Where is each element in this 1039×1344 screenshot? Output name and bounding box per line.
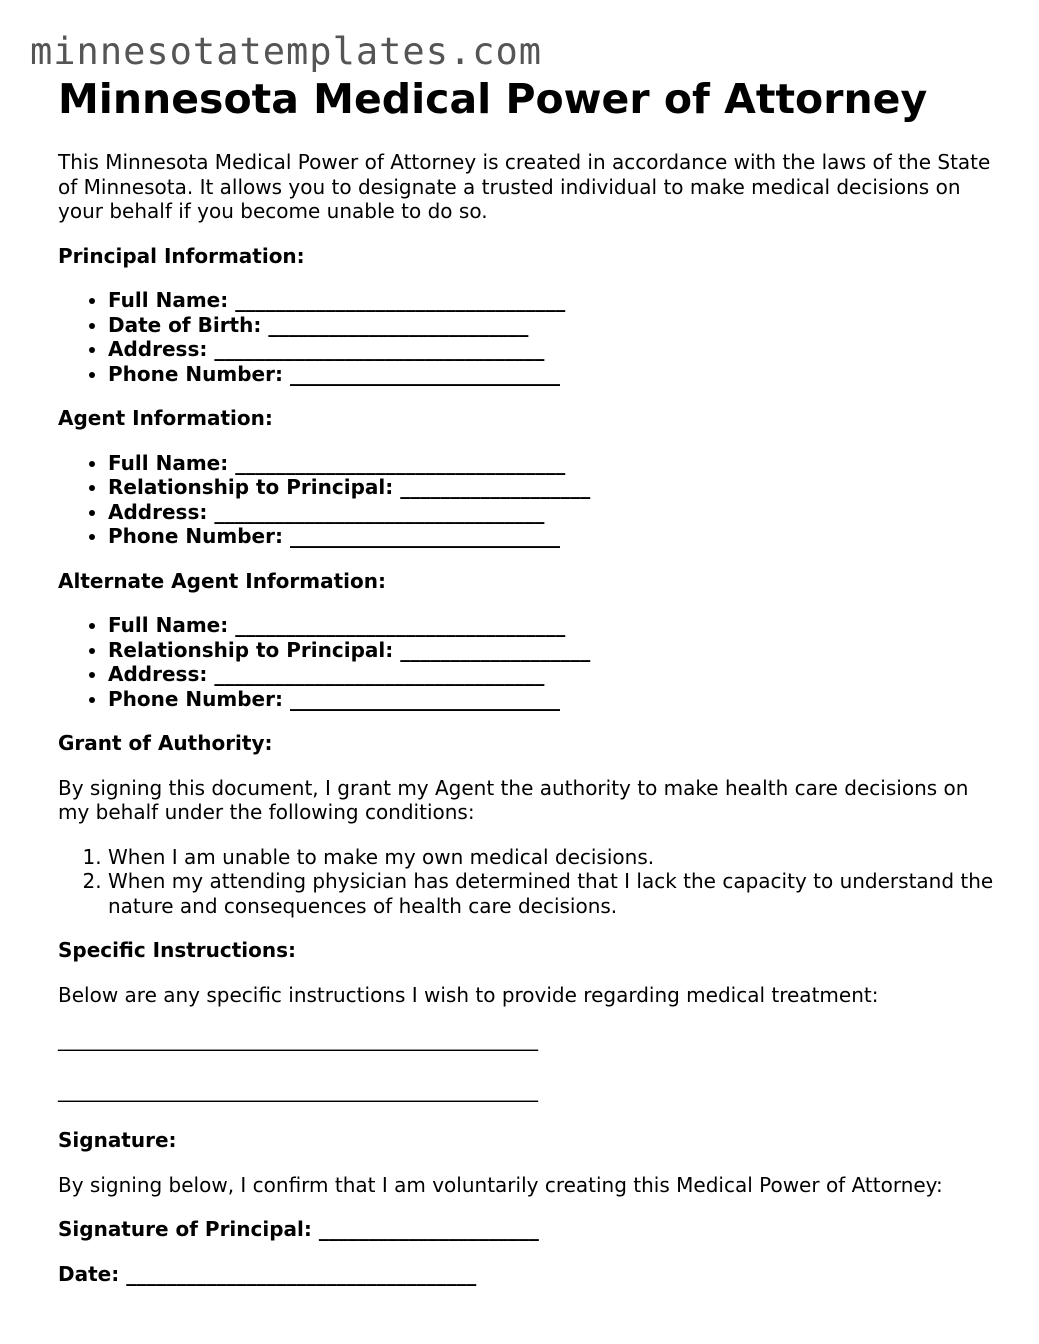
instructions-paragraph: Below are any specific instructions I wish to provide regarding medical treatment: bbox=[58, 982, 879, 1007]
signature-blank[interactable]: ______________________ bbox=[318, 1217, 539, 1241]
alternate-phone-field bbox=[108, 687, 998, 712]
field-label: Date: bbox=[58, 1261, 120, 1286]
instructions-line[interactable]: ________________________________________________ bbox=[58, 1027, 538, 1051]
field-label: Date of Birth: bbox=[108, 312, 262, 337]
fill-in-blank[interactable]: ___________________________ bbox=[289, 524, 560, 548]
fill-in-blank[interactable]: _________________________________ bbox=[214, 337, 545, 361]
alternate-agent-heading: Alternate Agent Information: bbox=[58, 568, 386, 593]
alternate-address-field bbox=[108, 662, 998, 687]
alternate-agent-fields bbox=[58, 613, 998, 711]
fill-in-blank[interactable]: _________________________________ bbox=[235, 288, 566, 312]
field-label: Relationship to Principal: bbox=[108, 475, 394, 499]
field-label: Phone Number: bbox=[108, 361, 283, 386]
principal-dob-field bbox=[108, 313, 998, 338]
agent-fields bbox=[58, 451, 998, 549]
fill-in-blank[interactable]: _________________________________ bbox=[214, 499, 545, 524]
principal-signature-field bbox=[58, 1217, 998, 1242]
alternate-relationship-field bbox=[108, 638, 998, 663]
field-label: Phone Number: bbox=[108, 524, 283, 548]
instructions-line[interactable]: ________________________________________________ bbox=[58, 1077, 538, 1102]
field-label: Signature of Principal: bbox=[58, 1217, 312, 1241]
field-label: Full Name: bbox=[108, 450, 229, 475]
field-label: Phone Number: bbox=[108, 686, 283, 711]
principal-address-field bbox=[108, 337, 998, 362]
document-body bbox=[58, 150, 998, 1306]
fill-in-blank[interactable]: _________________________________ bbox=[214, 662, 545, 686]
intro-paragraph: This Minnesota Medical Power of Attorney is created in accordance with the laws of the State of Minnesota. It allows you to designate a trusted individual to make medical decisions on your behalf if you become unable to do so. bbox=[58, 150, 991, 223]
signature-paragraph: By signing below, I confirm that I am voluntarily creating this Medical Power of Attorney: bbox=[58, 1172, 943, 1197]
date-blank[interactable]: ___________________________________ bbox=[126, 1261, 477, 1286]
field-label: Full Name: bbox=[108, 613, 229, 637]
principal-phone-field bbox=[108, 362, 998, 387]
agent-heading: Agent Information: bbox=[58, 406, 273, 430]
condition-item: 2. When my attending physician has determined that I lack the capacity to understand the nature and consequences of health care decisions. bbox=[108, 869, 998, 918]
field-label: Address: bbox=[108, 662, 208, 686]
principal-full-name-field bbox=[108, 288, 998, 313]
grant-conditions bbox=[58, 845, 998, 919]
agent-phone-field bbox=[108, 524, 998, 549]
document-title: Minnesota Medical Power of Attorney bbox=[58, 75, 928, 123]
grant-heading: Grant of Authority: bbox=[58, 731, 273, 755]
agent-full-name-field bbox=[108, 451, 998, 476]
fill-in-blank[interactable]: _________________________________ bbox=[235, 613, 566, 637]
signature-heading: Signature: bbox=[58, 1128, 177, 1152]
watermark: minnesotatemplates.com bbox=[30, 30, 543, 73]
fill-in-blank[interactable]: _________________________________ bbox=[235, 450, 566, 475]
principal-heading: Principal Information: bbox=[58, 243, 305, 268]
fill-in-blank[interactable]: ___________________________ bbox=[289, 686, 560, 711]
instructions-heading: Specific Instructions: bbox=[58, 938, 297, 962]
fill-in-blank[interactable]: ___________________ bbox=[400, 637, 591, 662]
fill-in-blank[interactable]: ___________________ bbox=[400, 475, 591, 499]
date-field bbox=[58, 1262, 998, 1287]
fill-in-blank[interactable]: __________________________ bbox=[268, 312, 529, 337]
agent-address-field bbox=[108, 500, 998, 525]
fill-in-blank[interactable]: ___________________________ bbox=[289, 361, 560, 386]
field-label: Full Name: bbox=[108, 288, 229, 312]
field-label: Address: bbox=[108, 499, 208, 524]
grant-paragraph: By signing this document, I grant my Agent the authority to make health care decisions on my behalf under the following conditions: bbox=[58, 775, 969, 824]
condition-item: 1. When I am unable to make my own medical decisions. bbox=[108, 845, 998, 870]
field-label: Address: bbox=[108, 337, 208, 361]
agent-relationship-field bbox=[108, 475, 998, 500]
field-label: Relationship to Principal: bbox=[108, 637, 394, 662]
alternate-full-name-field bbox=[108, 613, 998, 638]
principal-fields bbox=[58, 288, 998, 386]
